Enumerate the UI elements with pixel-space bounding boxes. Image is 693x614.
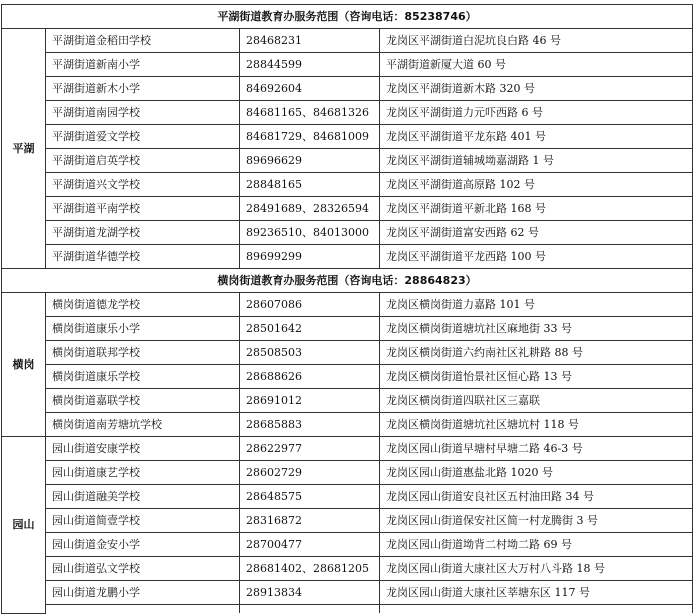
address-cell: 龙岗区平湖街道高原路 102 号 — [380, 173, 693, 197]
table-row — [2, 221, 693, 245]
school-directory-sheet — [1, 4, 692, 614]
address-cell: 平湖街道新厦大道 60 号 — [380, 53, 693, 77]
table-row — [2, 389, 693, 413]
address-cell: 龙岗区平湖街道力元吓西路 6 号 — [380, 101, 693, 125]
phone-cell: 84681729、84681009 — [240, 125, 380, 149]
phone-cell: 89696629 — [240, 149, 380, 173]
school-name-cell: 园山街道简壹学校 — [46, 509, 240, 533]
school-directory-table — [1, 4, 693, 614]
school-name-cell: 平湖街道新南小学 — [46, 53, 240, 77]
district-label: 横岗 — [2, 293, 46, 437]
table-row — [2, 413, 693, 437]
address-cell: 龙岗区横岗街道力嘉路 101 号 — [380, 293, 693, 317]
school-name-cell: 园山街道康艺学校 — [46, 461, 240, 485]
table-row — [2, 509, 693, 533]
table-row — [2, 557, 693, 581]
phone-cell: 28622977 — [240, 437, 380, 461]
table-row — [2, 341, 693, 365]
table-row — [2, 53, 693, 77]
table-row — [2, 293, 693, 317]
address-cell: 龙岗区平湖街道辅城坳嘉湖路 1 号 — [380, 149, 693, 173]
address-cell: 龙岗区横岗街道塘坑社区麻地街 33 号 — [380, 317, 693, 341]
phone-cell: 28607086 — [240, 293, 380, 317]
school-name-cell: 横岗街道南芳塘坑学校 — [46, 413, 240, 437]
phone-cell: 28648575 — [240, 485, 380, 509]
school-name-cell: 园山街道龙鹏小学 — [46, 581, 240, 605]
table-row — [2, 125, 693, 149]
phone-cell: 28913834 — [240, 581, 380, 605]
school-name-cell: 横岗街道联邦学校 — [46, 341, 240, 365]
table-row — [2, 197, 693, 221]
table-row — [2, 485, 693, 509]
address-cell: 龙岗区园山街道保安社区简一村龙腾街 3 号 — [380, 509, 693, 533]
school-name-cell: 横岗街道康乐小学 — [46, 317, 240, 341]
address-cell: 龙岗区园山街道坳背二村坳二路 69 号 — [380, 533, 693, 557]
address-cell: 龙岗区园山街道早塘村早塘二路 46-3 号 — [380, 437, 693, 461]
phone-cell: 28491689、28326594 — [240, 197, 380, 221]
phone-cell: 28700477 — [240, 533, 380, 557]
address-cell: 龙岗区平湖街道平龙西路 100 号 — [380, 245, 693, 269]
address-cell: 龙岗区平湖街道平龙东路 401 号 — [380, 125, 693, 149]
address-cell: 龙岗区平湖街道新木路 320 号 — [380, 77, 693, 101]
table-row — [2, 461, 693, 485]
table-row — [2, 437, 693, 461]
school-name-cell: 横岗街道德龙学校 — [46, 293, 240, 317]
school-name-cell: 平湖街道龙湖学校 — [46, 221, 240, 245]
address-cell: 龙岗区横岗街道怡景社区恒心路 13 号 — [380, 365, 693, 389]
phone-cell: 28848165 — [240, 173, 380, 197]
school-name-cell: 平湖街道兴文学校 — [46, 173, 240, 197]
district-label: 园山 — [2, 437, 46, 614]
table-row — [2, 77, 693, 101]
phone-cell: 89699299 — [240, 245, 380, 269]
address-cell: 龙岗区横岗街道四联社区三嘉联 — [380, 389, 693, 413]
table-row — [2, 29, 693, 53]
phone-cell: 28844599 — [240, 53, 380, 77]
section-header: 横岗街道教育办服务范围（咨询电话：28864823） — [2, 269, 693, 293]
phone-cell: 28691012 — [240, 389, 380, 413]
address-cell: 龙岗区平湖街道白泥坑良白路 46 号 — [380, 29, 693, 53]
table-row — [2, 245, 693, 269]
school-name-cell: 园山街道融美学校 — [46, 485, 240, 509]
phone-cell: 28602729 — [240, 461, 380, 485]
table-row — [2, 581, 693, 605]
table-body — [2, 5, 693, 614]
school-name-cell: 园山街道安康学校 — [46, 437, 240, 461]
section-header-row — [2, 5, 693, 29]
address-cell: 龙岗区园山街道大康社区莘塘东区 117 号 — [380, 581, 693, 605]
school-name-cell: 平湖街道新木小学 — [46, 77, 240, 101]
school-name-cell: 园山街道弘文学校 — [46, 557, 240, 581]
phone-cell: 28316872 — [240, 509, 380, 533]
table-row — [2, 317, 693, 341]
section-header: 平湖街道教育办服务范围（咨询电话：85238746） — [2, 5, 693, 29]
school-name-cell: 平湖街道南园学校 — [46, 101, 240, 125]
school-name-cell: 平湖街道启英学校 — [46, 149, 240, 173]
address-cell: 龙岗区横岗街道六约南社区礼耕路 88 号 — [380, 341, 693, 365]
address-cell: 龙岗区园山街道惠盐北路 1020 号 — [380, 461, 693, 485]
address-cell: 龙岗区横岗街道塘坑社区塘坑村 118 号 — [380, 413, 693, 437]
phone-cell: 89236510、84013000 — [240, 221, 380, 245]
district-label: 平湖 — [2, 29, 46, 269]
table-row — [2, 101, 693, 125]
address-cell: 龙岗区平湖街道富安西路 62 号 — [380, 221, 693, 245]
address-cell: 龙岗区园山街道安良社区五村油田路 34 号 — [380, 485, 693, 509]
table-row — [2, 365, 693, 389]
table-row — [2, 173, 693, 197]
school-name-cell: 平湖街道华德学校 — [46, 245, 240, 269]
phone-cell: 28688626 — [240, 365, 380, 389]
school-name-cell: 平湖街道平南学校 — [46, 197, 240, 221]
phone-cell: 28501642 — [240, 317, 380, 341]
section-header-row — [2, 269, 693, 293]
school-name-cell: 横岗街道嘉联学校 — [46, 389, 240, 413]
phone-cell: 28508503 — [240, 341, 380, 365]
school-name-cell: 横岗街道康乐学校 — [46, 365, 240, 389]
phone-cell: 28468231 — [240, 29, 380, 53]
school-name-cell: 园山街道金安小学 — [46, 533, 240, 557]
address-cell: 龙岗区园山街道大康社区大万村八斗路 18 号 — [380, 557, 693, 581]
phone-cell: 28685883 — [240, 413, 380, 437]
school-name-cell: 平湖街道爱文学校 — [46, 125, 240, 149]
table-row — [2, 149, 693, 173]
phone-cell: 28681402、28681205 — [240, 557, 380, 581]
phone-cell: 84692604 — [240, 77, 380, 101]
table-row — [2, 533, 693, 557]
school-name-cell: 平湖街道金稻田学校 — [46, 29, 240, 53]
phone-cell: 84681165、84681326 — [240, 101, 380, 125]
address-cell: 龙岗区平湖街道平新北路 168 号 — [380, 197, 693, 221]
